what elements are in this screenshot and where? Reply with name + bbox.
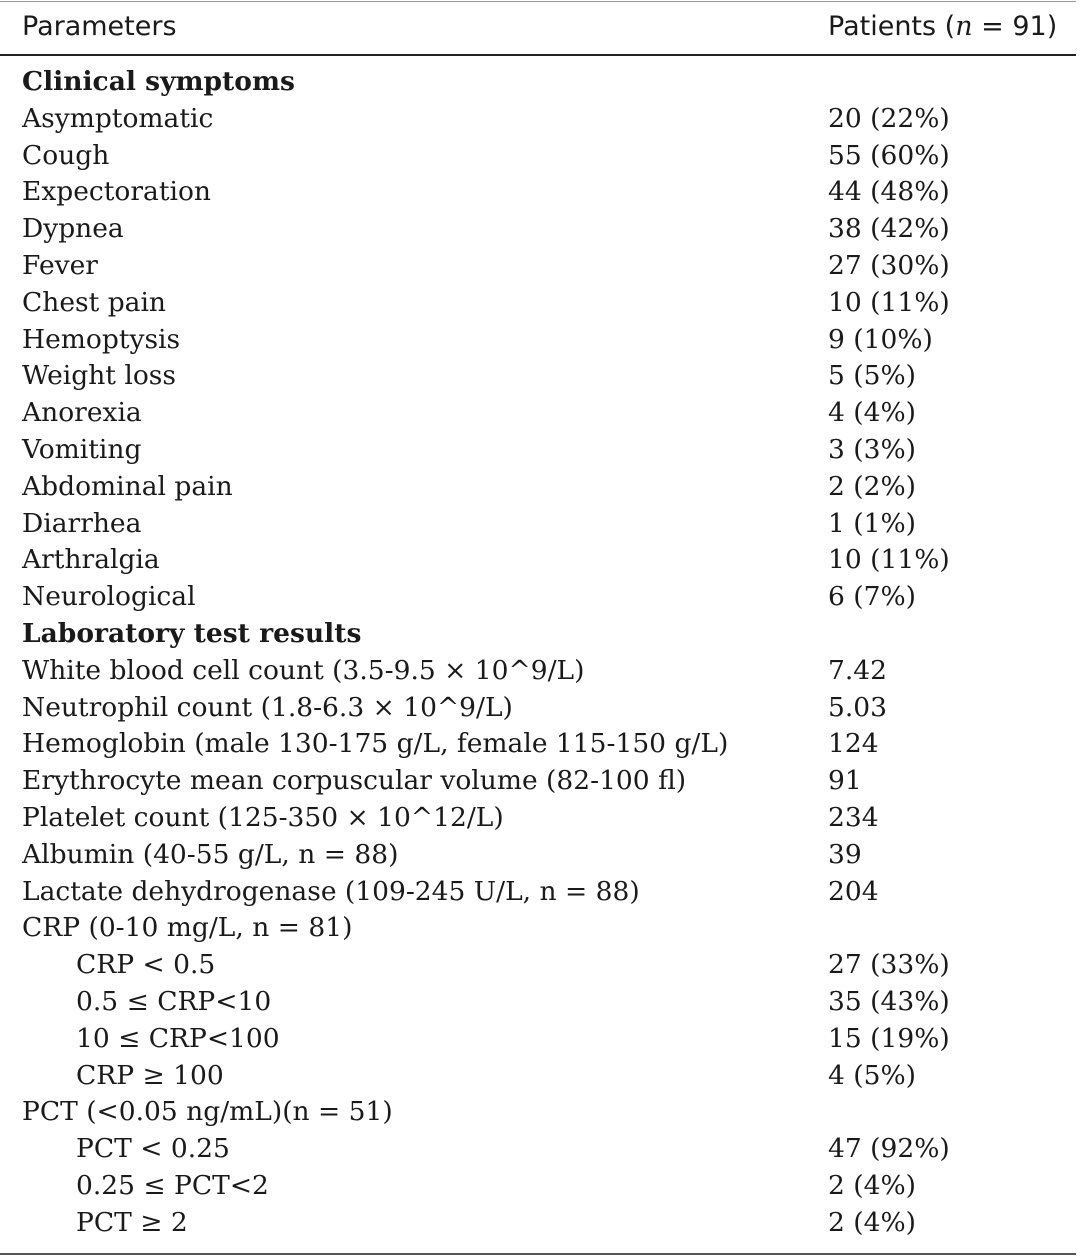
- header-patients-suffix: = 91): [972, 11, 1058, 42]
- table-row: [0, 140, 1076, 177]
- row-label: Hemoglobin (male 130-175 g/L, female 115-150 g/L): [22, 728, 729, 760]
- row-value: 4 (5%): [828, 1059, 917, 1091]
- row-value: 2 (4%): [828, 1206, 917, 1238]
- row-label: 0.25 ≤ PCT<2: [76, 1169, 269, 1201]
- row-label: Weight loss: [22, 360, 176, 392]
- table-row: [0, 103, 1076, 140]
- row-value: 91: [828, 765, 862, 797]
- row-label: Vomiting: [22, 433, 142, 465]
- table-row: [0, 765, 1076, 802]
- row-value: 27 (33%): [828, 949, 950, 981]
- table-row: [0, 692, 1076, 729]
- table-row: [0, 728, 1076, 765]
- row-label: Diarrhea: [22, 507, 142, 539]
- row-value: 35 (43%): [828, 985, 950, 1017]
- row-label: CRP < 0.5: [76, 949, 216, 981]
- row-label: Abdominal pain: [22, 470, 233, 502]
- table-row: [0, 176, 1076, 213]
- table-row: [0, 287, 1076, 324]
- row-value: 27 (30%): [828, 249, 950, 281]
- row-value: 5.03: [828, 691, 888, 723]
- row-value: 2 (4%): [828, 1169, 917, 1201]
- row-label: Anorexia: [22, 397, 142, 429]
- row-value: 5 (5%): [828, 360, 917, 392]
- table-bottom-rule: [0, 1253, 1076, 1255]
- table-row: [0, 1060, 1076, 1097]
- row-label: White blood cell count (3.5-9.5 × 10^9/L): [22, 654, 585, 686]
- row-label: Neutrophil count (1.8-6.3 × 10^9/L): [22, 691, 513, 723]
- row-label: Cough: [22, 139, 110, 171]
- row-label: Albumin (40-55 g/L, n = 88): [22, 838, 399, 870]
- row-label: Lactate dehydrogenase (109-245 U/L, n = 88): [22, 875, 640, 907]
- row-value: 55 (60%): [828, 139, 950, 171]
- row-label: Arthralgia: [22, 544, 160, 576]
- row-value: 3 (3%): [828, 433, 917, 465]
- row-label: Asymptomatic: [22, 102, 214, 134]
- row-label: 10 ≤ CRP<100: [76, 1022, 280, 1054]
- row-value: 6 (7%): [828, 581, 917, 613]
- row-value: 9 (10%): [828, 323, 933, 355]
- row-label: PCT (<0.05 ng/mL)(n = 51): [22, 1096, 393, 1128]
- row-label: Expectoration: [22, 176, 211, 208]
- section-title: Laboratory test results: [22, 617, 362, 649]
- row-label: Hemoptysis: [22, 323, 181, 355]
- row-value: 10 (11%): [828, 286, 950, 318]
- row-label: Erythrocyte mean corpuscular volume (82-100 fl): [22, 765, 687, 797]
- table-row: [0, 434, 1076, 471]
- row-label: Neurological: [22, 581, 196, 613]
- row-value: 204: [828, 875, 879, 907]
- row-value: 38 (42%): [828, 213, 950, 245]
- table-body: [0, 66, 1076, 1244]
- table-row: [0, 1207, 1076, 1244]
- row-value: 15 (19%): [828, 1022, 950, 1054]
- row-value: 234: [828, 801, 879, 833]
- row-label: PCT ≥ 2: [76, 1206, 188, 1238]
- row-value: 1 (1%): [828, 507, 917, 539]
- row-label: CRP ≥ 100: [76, 1059, 224, 1091]
- header-patients-prefix: Patients (: [828, 11, 956, 42]
- row-value: 124: [828, 728, 879, 760]
- row-label: Fever: [22, 249, 98, 281]
- row-label: PCT < 0.25: [76, 1133, 230, 1165]
- table-row: [0, 213, 1076, 250]
- row-value: 47 (92%): [828, 1133, 950, 1165]
- row-value: 39: [828, 838, 862, 870]
- table-row: [0, 397, 1076, 434]
- table-row: [0, 1133, 1076, 1170]
- table-row: [0, 1096, 1076, 1133]
- table-row: [0, 876, 1076, 913]
- table-row: [0, 912, 1076, 949]
- header-parameters: Parameters: [22, 11, 177, 42]
- row-label: Platelet count (125-350 × 10^12/L): [22, 801, 504, 833]
- table-row: [0, 986, 1076, 1023]
- row-label: Dypnea: [22, 213, 124, 245]
- section-title: Clinical symptoms: [22, 66, 295, 97]
- table-row: [0, 949, 1076, 986]
- header-patients: [828, 11, 1057, 42]
- section-row-lab: [0, 618, 1076, 655]
- table-row: [0, 839, 1076, 876]
- row-value: 44 (48%): [828, 176, 950, 208]
- section-row-clinical: [0, 66, 1076, 103]
- row-value: 20 (22%): [828, 102, 950, 134]
- table-header: [0, 2, 1076, 54]
- row-value: 2 (2%): [828, 470, 917, 502]
- header-patients-n: n: [955, 11, 973, 42]
- table-row: [0, 544, 1076, 581]
- row-label: 0.5 ≤ CRP<10: [76, 985, 272, 1017]
- table-row: [0, 1023, 1076, 1060]
- row-value: 10 (11%): [828, 544, 950, 576]
- row-value: 7.42: [828, 654, 888, 686]
- table-header-rule: [0, 54, 1076, 56]
- table-row: [0, 324, 1076, 361]
- table-row: [0, 581, 1076, 618]
- table-row: [0, 802, 1076, 839]
- row-value: 4 (4%): [828, 397, 917, 429]
- table-row: [0, 508, 1076, 545]
- table-row: [0, 1170, 1076, 1207]
- table-row: [0, 250, 1076, 287]
- table-row: [0, 360, 1076, 397]
- row-label: CRP (0-10 mg/L, n = 81): [22, 912, 353, 944]
- row-label: Chest pain: [22, 286, 167, 318]
- table-row: [0, 471, 1076, 508]
- table-row: [0, 655, 1076, 692]
